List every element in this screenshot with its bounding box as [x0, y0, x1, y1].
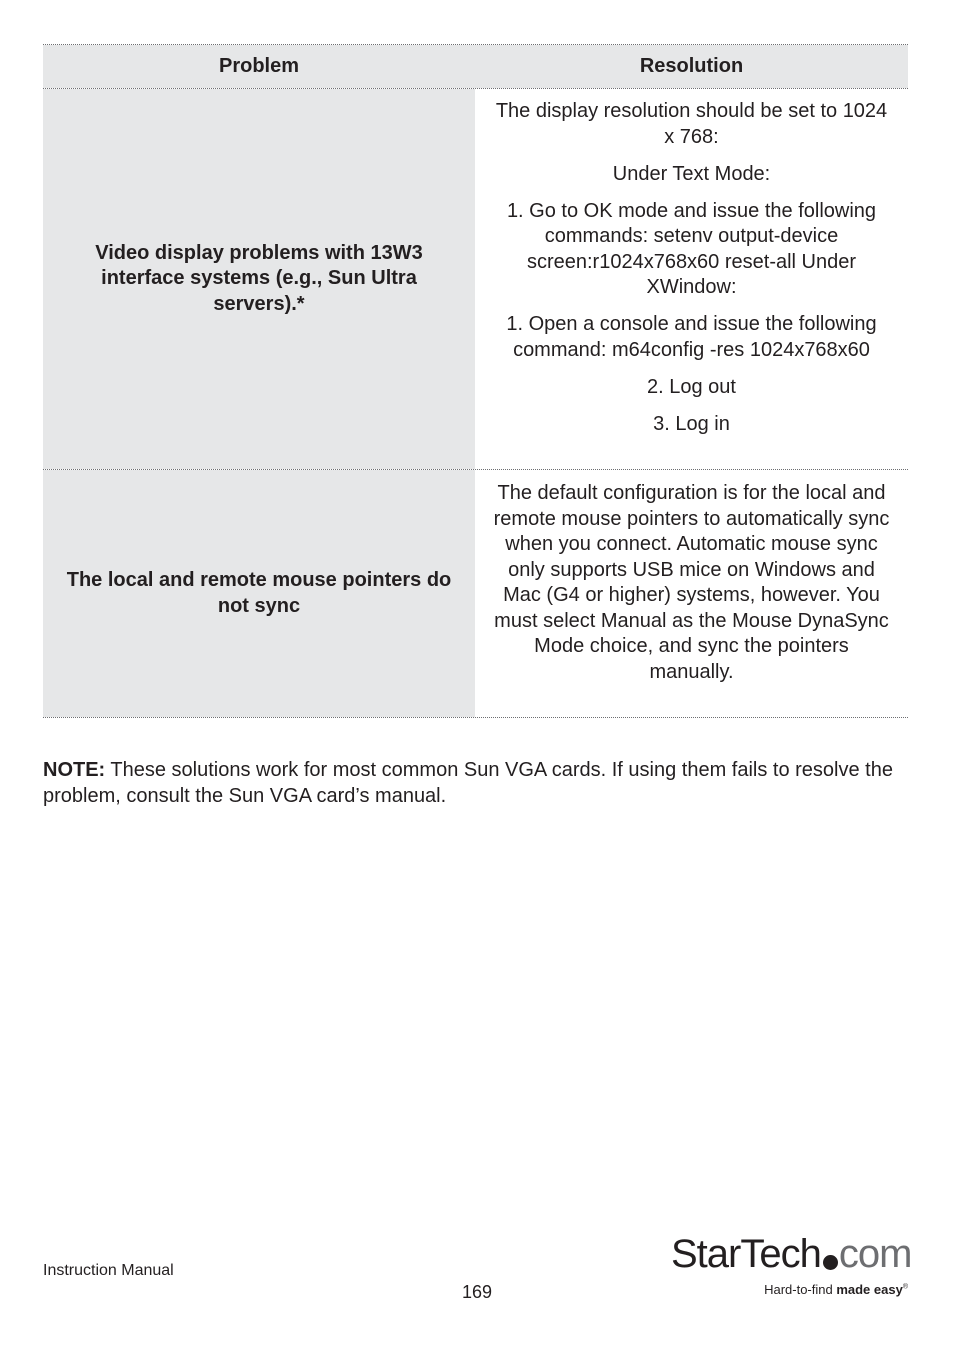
- logo-tagline: [764, 1282, 908, 1297]
- table-row: [43, 89, 908, 469]
- resolution-line: The display resolution should be set to 1024 x 768:: [495, 100, 888, 148]
- page-number: 169: [461, 1282, 493, 1302]
- header-resolution: Resolution: [639, 55, 744, 77]
- resolution-line: 2. Log out: [647, 375, 736, 398]
- resolution-line: 1. Go to OK mode and issue the following commands: setenv output-device screen:r1024x768x60 reset-all Under XWindow:: [506, 199, 877, 298]
- note-text: These solutions work for most common Sun VGA cards. If using them fails to resolve the problem, consult the Sun VGA card’s manual.: [43, 759, 893, 807]
- resolution-line: 1. Open a console and issue the following command: m64config -res 1024x768x60: [506, 313, 877, 361]
- header-problem: Problem: [218, 55, 300, 77]
- logo-wordmark: [671, 1228, 911, 1280]
- note-label: NOTE:: [43, 759, 106, 781]
- startech-logo: [668, 1228, 912, 1306]
- logo-brand-domain: com: [838, 1232, 912, 1276]
- problem-cell: The local and remote mouse pointers do not sync: [66, 569, 452, 617]
- resolution-line: Under Text Mode:: [612, 162, 771, 185]
- tagline-regular: Hard-to-find: [764, 1282, 837, 1297]
- resolution-cell: [475, 470, 908, 717]
- problem-cell: Video display problems with 13W3 interface systems (e.g., Sun Ultra servers).*: [95, 241, 423, 315]
- registered-mark: ®: [902, 1283, 908, 1291]
- resolution-cell: [475, 89, 908, 469]
- logo-dot-icon: [823, 1255, 838, 1270]
- table-header-row: [43, 45, 908, 88]
- resolution-line: The default configuration is for the local and remote mouse pointers to automatically sync when you connect. Automatic mouse sync only supports USB mice on Windows and Mac (G4 or higher) systems, however. You must select Manual as the Mouse DynaSync Mode choice, and sync the pointers manually.: [493, 482, 890, 683]
- footer-manual-label: Instruction Manual: [43, 1262, 174, 1279]
- resolution-line: 3. Log in: [653, 412, 730, 435]
- table-row: [43, 470, 908, 717]
- table-bottom-divider: [43, 717, 908, 718]
- logo-brand-name: StarTech: [671, 1232, 821, 1276]
- troubleshooting-table: [43, 44, 908, 718]
- note-paragraph: [43, 757, 908, 809]
- tagline-bold: made easy: [836, 1282, 903, 1297]
